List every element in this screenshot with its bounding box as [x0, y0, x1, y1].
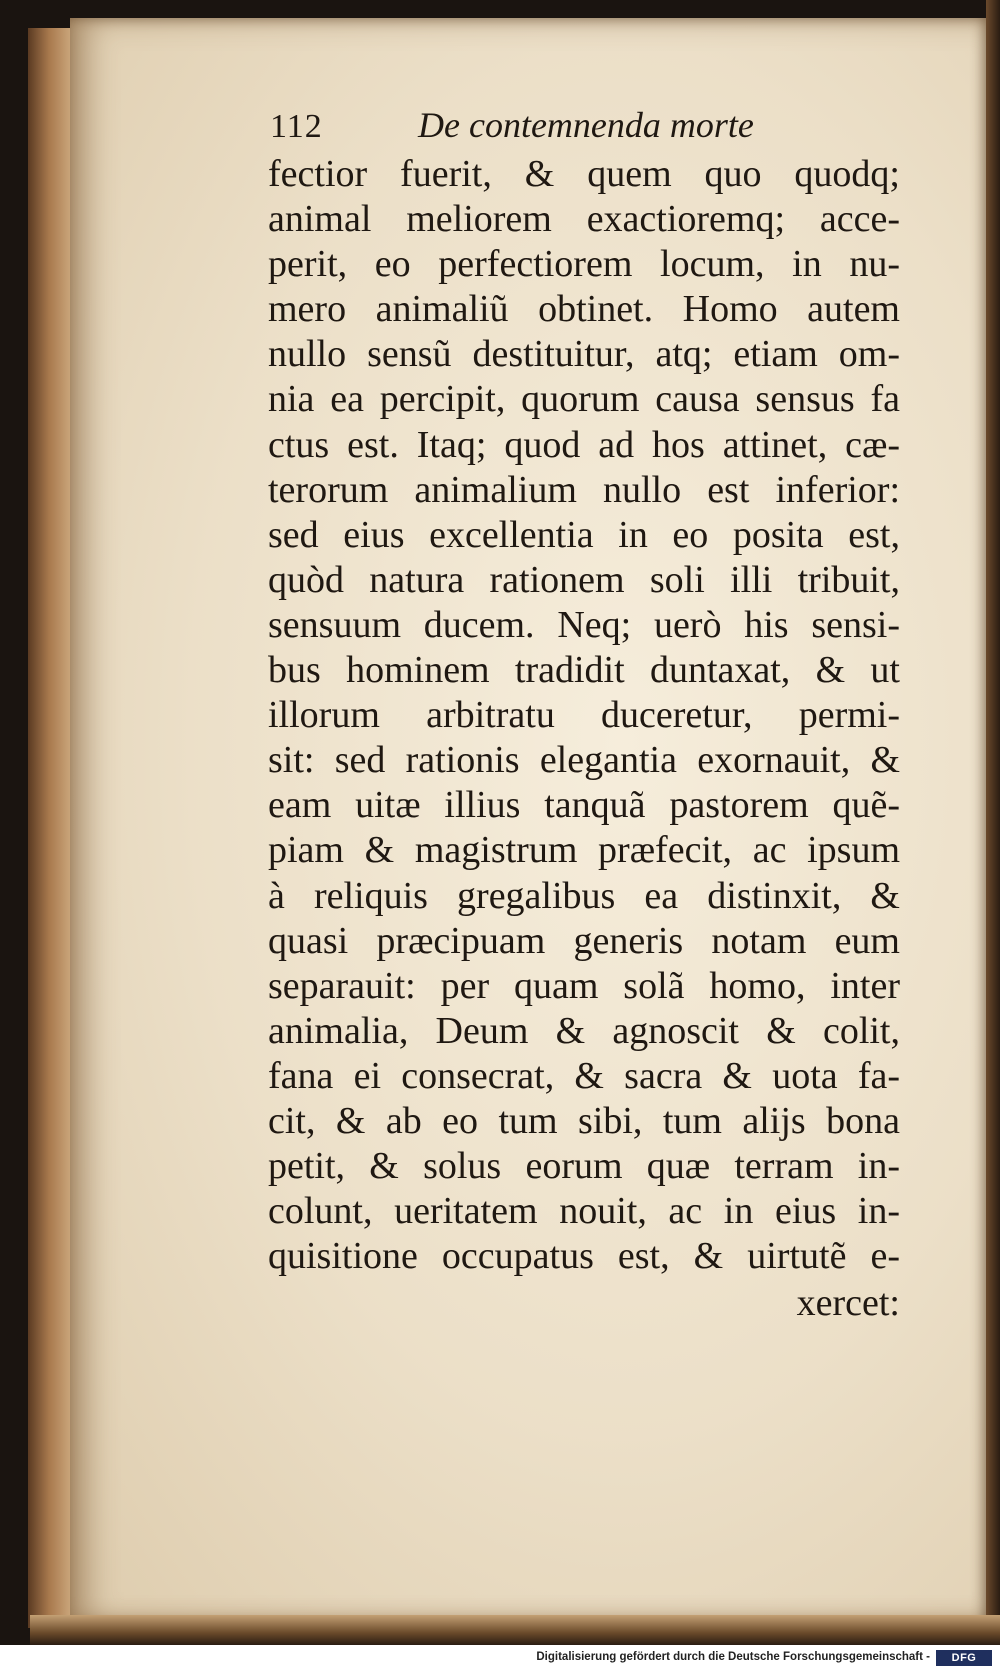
page-header: [268, 100, 908, 152]
text-line: piam & magistrum præfecit, ac ipsum: [268, 829, 900, 872]
text-line: cit, & ab eo tum sibi, tum alijs bona: [268, 1099, 900, 1142]
text-line: sed eius excellentia in eo posita est,: [268, 513, 900, 556]
digitization-credit: Digitalisierung gefördert durch die Deutsche Forschungsgemeinschaft -: [536, 1651, 930, 1663]
text-line: sit: sed rationis elegantia exornauit, &: [268, 739, 900, 782]
text-line: quasi præcipuam generis notam eum: [268, 919, 900, 962]
text-line: sensuum ducem. Neq; uerò his sensi-: [268, 603, 900, 646]
text-line: colunt, ueritatem nouit, ac in eius in-: [268, 1190, 900, 1233]
binding-shadow: [986, 0, 1000, 1645]
text-line: bus hominem tradidit duntaxat, & ut: [268, 649, 900, 692]
text-line: animal meliorem exactioremq; acce-: [268, 198, 900, 241]
text-line: illorum arbitratu duceretur, permi-: [268, 694, 900, 737]
text-line: fectior fuerit, & quem quo quodq;: [268, 153, 900, 195]
text-line: terorum animalium nullo est inferior:: [268, 468, 900, 511]
text-line: ctus est. Itaq; quod ad hos attinet, cæ-: [268, 423, 900, 466]
footer-bar: [0, 1645, 1000, 1673]
text-line: à reliquis gregalibus ea distinxit, &: [268, 874, 900, 917]
text-line: quisitione occupatus est, & uirtutẽ e-: [268, 1235, 900, 1278]
text-line: nia ea percipit, quorum causa sensus fa: [268, 378, 900, 421]
text-line: perit, eo perfectiorem locum, in nu-: [268, 243, 900, 286]
running-head: De contemnenda morte: [418, 105, 754, 145]
dfg-logo: DFG: [936, 1650, 992, 1666]
catchword: xercet:: [796, 1282, 900, 1325]
text-line: nullo sensũ destituitur, atq; etiam om-: [268, 333, 900, 376]
text-line: quòd natura rationem soli illi tribuit,: [268, 558, 900, 601]
text-line: animalia, Deum & agnoscit & colit,: [268, 1009, 900, 1052]
body-text: [268, 152, 908, 1279]
text-line: petit, & solus eorum quæ terram in-: [268, 1145, 900, 1188]
page-number: 112: [270, 108, 323, 145]
text-line: fana ei consecrat, & sacra & uota fa-: [268, 1054, 900, 1097]
text-block: [268, 100, 908, 1326]
text-line: eam uitæ illius tanquã pastorem quẽ-: [268, 784, 900, 827]
page-bottom-edge: [30, 1615, 1000, 1645]
text-line: mero animaliũ obtinet. Homo autem: [268, 288, 900, 331]
text-line: separauit: per quam solã homo, inter: [268, 964, 900, 1007]
